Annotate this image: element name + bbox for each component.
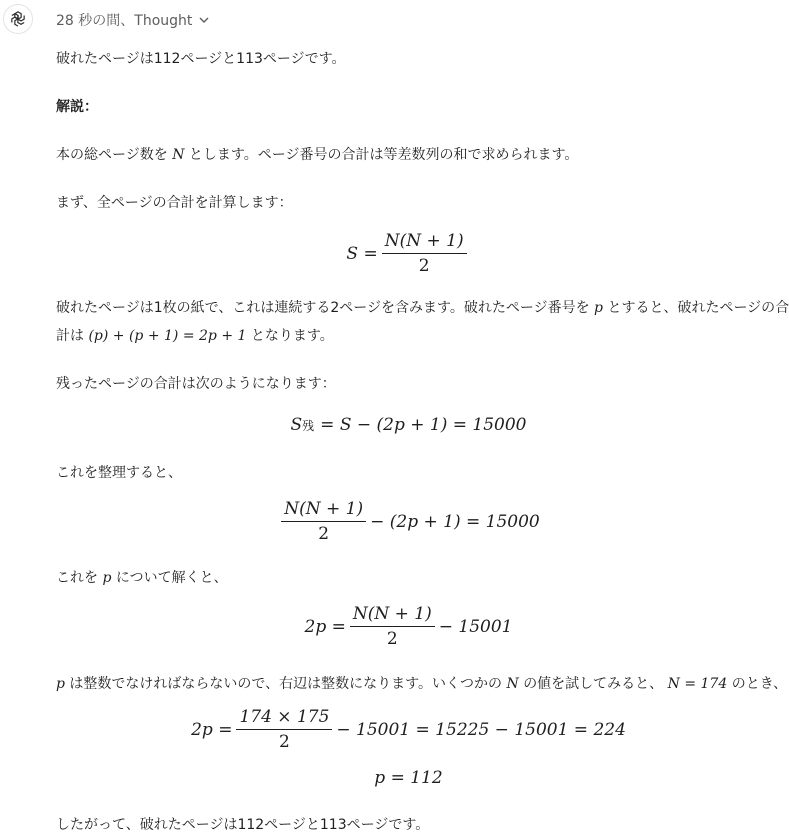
paragraph-2: まず、全ページの合計を計算します： xyxy=(56,195,293,211)
openai-logo-icon xyxy=(9,10,27,28)
equation-sum-formula: S = $\frac{N(N + 1)}{2}$ xyxy=(56,231,761,276)
paragraph-3-line-2: 計は (p) + (p + 1) = 2p + 1 となります。 xyxy=(56,328,334,344)
equation-substitution: 2p = $\frac{174 \times 175}{2}$ − 15001 = 15225 − 15001 = 224 xyxy=(191,707,626,752)
paragraph-1: 本の総ページ数を N とします。ページ番号の合計は等差数列の和で求められます。 xyxy=(56,147,579,163)
paragraph-6: これを p について解くと、 xyxy=(56,570,228,586)
paragraph-3-line-1: 破れたページは1枚の紙で、これは連続する2ページを含みます。破れたページ番号を p とすると、破れたページの合 xyxy=(56,300,789,316)
paragraph-4: 残ったページの合計は次のようになります： xyxy=(56,376,336,392)
equation-rearranged: $\frac{N(N + 1)}{2}$ − (2p + 1) = 15000 xyxy=(56,499,761,544)
equation-solve-p: 2p = $\frac{N(N + 1)}{2}$ − 15001 xyxy=(304,604,513,649)
equation-result: p = 112 xyxy=(374,768,443,788)
thought-label: 28 秒の間、Thought xyxy=(56,13,193,29)
paragraph-5: これを整理すると、 xyxy=(56,465,182,481)
section-heading: 解説： xyxy=(56,99,98,115)
intro-text: 破れたページは112ページと113ページです。 xyxy=(56,51,346,67)
thought-toggle[interactable] xyxy=(56,10,210,30)
assistant-avatar xyxy=(3,4,33,34)
paragraph-7: p は整数でなければならないので、右辺は整数になります。いくつかの N の値を試してみると、 N = 174 のとき、 xyxy=(56,676,788,692)
equation-remaining-sum: S 残 = S − (2p + 1) = 15000 xyxy=(290,415,527,435)
math-var-n: N xyxy=(172,147,185,163)
chevron-down-icon xyxy=(198,14,210,26)
conclusion-text: したがって、破れたページは112ページと113ページです。 xyxy=(56,817,430,833)
